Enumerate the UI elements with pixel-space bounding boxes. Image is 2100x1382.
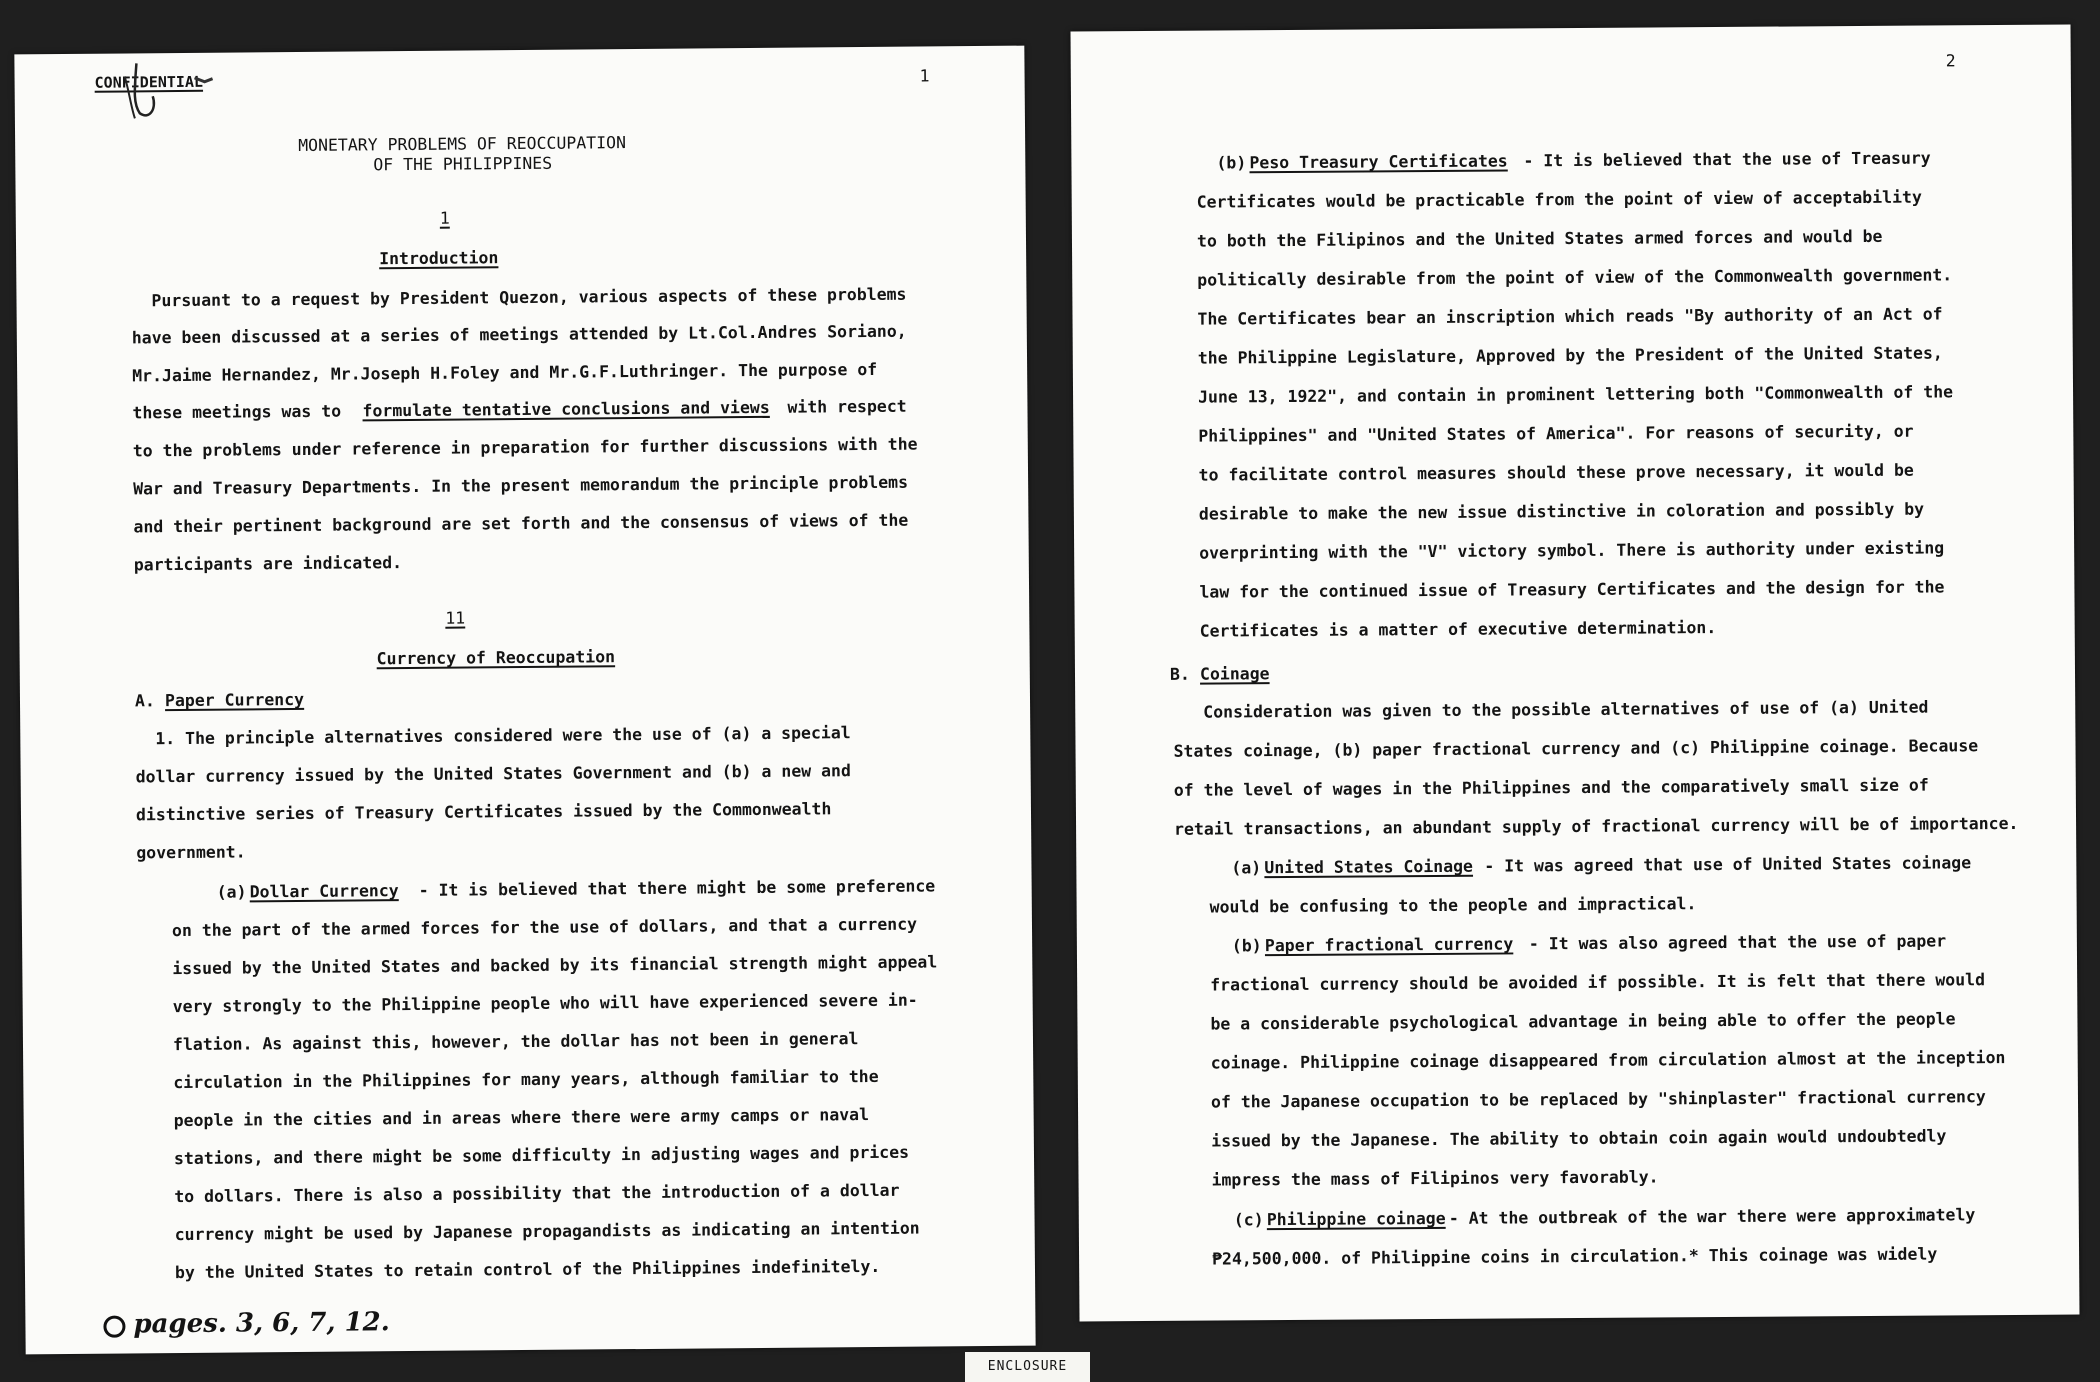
ph-coinage-prefix: (c)	[1233, 1210, 1264, 1230]
subsection-b-title: Coinage	[1199, 664, 1270, 684]
page-number: 1	[919, 66, 930, 86]
intro-line: to the problems under reference in preparation for further discussions with the	[132, 434, 918, 461]
paper-frac-line: - It was also agreed that the use of paper	[1528, 931, 1947, 954]
paper-frac-line: impress the mass of Filipinos very favorably.	[1211, 1167, 1659, 1190]
subsection-b-prefix: B.	[1169, 664, 1190, 684]
coinage-line: retail transactions, an abundant supply of fractional currency will be of importance.	[1174, 813, 2019, 839]
peso-line: Certificates is a matter of executive determination.	[1199, 618, 1717, 641]
peso-line: Philippines" and "United States of America". For reasons of security, or	[1198, 421, 1914, 446]
ph-coinage-line: ₱24,500,000. of Philippine coins in circulation.* This coinage was widely	[1212, 1244, 1938, 1269]
coinage-line: States coinage, (b) paper fractional currency and (c) Philippine coinage. Because	[1173, 736, 1979, 761]
intro-line: War and Treasury Departments. In the present memorandum the principle problems	[133, 472, 909, 499]
coinage-line: of the level of wages in the Philippines and the comparatively small size of	[1173, 775, 1929, 800]
enclosure-label: ENCLOSURE	[965, 1352, 1090, 1382]
peso-prefix: (b)	[1216, 153, 1247, 173]
paper-frac-line: fractional currency should be avoided if possible. It is felt that there would	[1210, 970, 1986, 995]
para1-line: government.	[136, 842, 246, 863]
handwritten-circle-mark	[103, 1316, 125, 1338]
intro-line: with respect	[787, 396, 907, 417]
dollar-line: stations, and there might be some difficulty in adjusting wages and prices	[173, 1142, 910, 1169]
para1-line: dollar currency issued by the United States Government and (b) a new and	[135, 761, 851, 787]
right-page	[1071, 25, 2080, 1322]
document-title-line2: OF THE PHILIPPINES	[373, 153, 553, 175]
dollar-line: to dollars. There is also a possibility that the introduction of a dollar	[174, 1180, 900, 1207]
paper-frac-prefix: (b)	[1231, 936, 1262, 956]
peso-line: law for the continued issue of Treasury Certificates and the design for the	[1199, 577, 1945, 602]
subsection-a-prefix: A.	[134, 691, 155, 711]
ph-coinage-line: - At the outbreak of the war there were approximately	[1448, 1205, 1976, 1228]
intro-line: have been discussed at a series of meetings attended by Lt.Col.Andres Soriano,	[131, 321, 907, 348]
coinage-line: Consideration was given to the possible alternatives of use of (a) United	[1203, 697, 1929, 722]
dollar-line: flation. As against this, however, the dollar has not been in general	[172, 1029, 859, 1055]
intro-underlined-phrase: formulate tentative conclusions and views	[362, 397, 770, 421]
peso-line: June 13, 1922", and contain in prominent lettering both "Commonwealth of the	[1197, 382, 1954, 407]
dollar-line: issued by the United States and backed by its financial strength might appeal	[172, 952, 938, 979]
dollar-line: currency might be used by Japanese propagandists as indicating an intention	[174, 1218, 920, 1245]
dollar-line: on the part of the armed forces for the use of dollars, and that a currency	[171, 914, 918, 941]
handwritten-scribble	[94, 58, 215, 129]
peso-line: to facilitate control measures should these prove necessary, it would be	[1198, 460, 1914, 485]
us-coinage-title: United States Coinage	[1264, 856, 1474, 878]
peso-line: politically desirable from the point of view of the Commonwealth government.	[1197, 265, 1953, 290]
dollar-line: - It is believed that there might be some preference	[418, 876, 936, 900]
left-page	[14, 46, 1035, 1355]
dollar-line: people in the cities and in areas where there were army camps or naval	[173, 1105, 870, 1131]
para1-line: 1. The principle alternatives considered were the use of (a) a special	[155, 723, 851, 749]
peso-line: desirable to make the new issue distinctive in coloration and possibly by	[1198, 499, 1925, 524]
dollar-line: very strongly to the Philippine people who will have experienced severe in-	[172, 990, 918, 1017]
intro-line: these meetings was to	[132, 401, 342, 423]
document-title-line1: MONETARY PROBLEMS OF REOCCUPATION	[298, 133, 627, 155]
intro-line: participants are indicated.	[133, 553, 403, 575]
ph-coinage-title: Philippine coinage	[1266, 1208, 1446, 1230]
intro-line: Pursuant to a request by President Quezon, various aspects of these problems	[151, 284, 907, 311]
dollar-title: Dollar Currency	[249, 881, 399, 902]
paper-frac-line: of the Japanese occupation to be replaced by "shinplaster" fractional currency	[1210, 1087, 1986, 1112]
section-numeral-2: 11	[445, 608, 466, 628]
section-heading-currency: Currency of Reoccupation	[376, 647, 616, 669]
paper-frac-line: issued by the Japanese. The ability to obtain coin again would undoubtedly	[1211, 1126, 1947, 1151]
peso-line: overprinting with the "V" victory symbol. There is authority under existing	[1199, 538, 1945, 563]
classification-stamp: CONFIDENTIAL	[94, 72, 204, 92]
intro-line: Mr.Jaime Hernandez, Mr.Joseph H.Foley and Mr.G.F.Luthringer. The purpose of	[132, 359, 878, 386]
peso-line: The Certificates bear an inscription which reads "By authority of an Act of	[1197, 304, 1943, 329]
para1-line: distinctive series of Treasury Certificates issued by the Commonwealth	[135, 799, 832, 825]
us-coinage-line: would be confusing to the people and impractical.	[1209, 894, 1697, 917]
section-heading-introduction: Introduction	[379, 248, 499, 269]
paper-frac-line: be a considerable psychological advantage in being able to offer the people	[1210, 1009, 1956, 1034]
subsection-a-title: Paper Currency	[164, 689, 305, 711]
paper-frac-line: coinage. Philippine coinage disappeared from circulation almost at the inception	[1210, 1048, 2006, 1073]
page-number: 2	[1945, 51, 1956, 71]
section-numeral-1: 1	[439, 208, 450, 228]
peso-line: to both the Filipinos and the United States armed forces and would be	[1196, 226, 1883, 251]
intro-line: and their pertinent background are set forth and the consensus of views of the	[133, 510, 909, 537]
dollar-prefix: (a)	[216, 882, 247, 902]
dollar-line: by the United States to retain control of the Philippines indefinitely.	[174, 1256, 881, 1283]
paper-frac-title: Paper fractional currency	[1264, 934, 1514, 956]
dollar-line: circulation in the Philippines for many years, although familiar to the	[173, 1066, 879, 1093]
peso-line: - It is believed that the use of Treasury	[1523, 148, 1931, 171]
peso-line: Certificates would be practicable from the point of view of acceptability	[1196, 187, 1922, 212]
peso-title: Peso Treasury Certificates	[1249, 151, 1508, 173]
us-coinage-line: - It was agreed that use of United States coinage	[1484, 853, 1972, 876]
handwritten-page-note: pages. 3, 6, 7, 12.	[133, 1307, 390, 1340]
us-coinage-prefix: (a)	[1231, 858, 1262, 878]
peso-line: the Philippine Legislature, Approved by the President of the United States,	[1197, 343, 1943, 368]
